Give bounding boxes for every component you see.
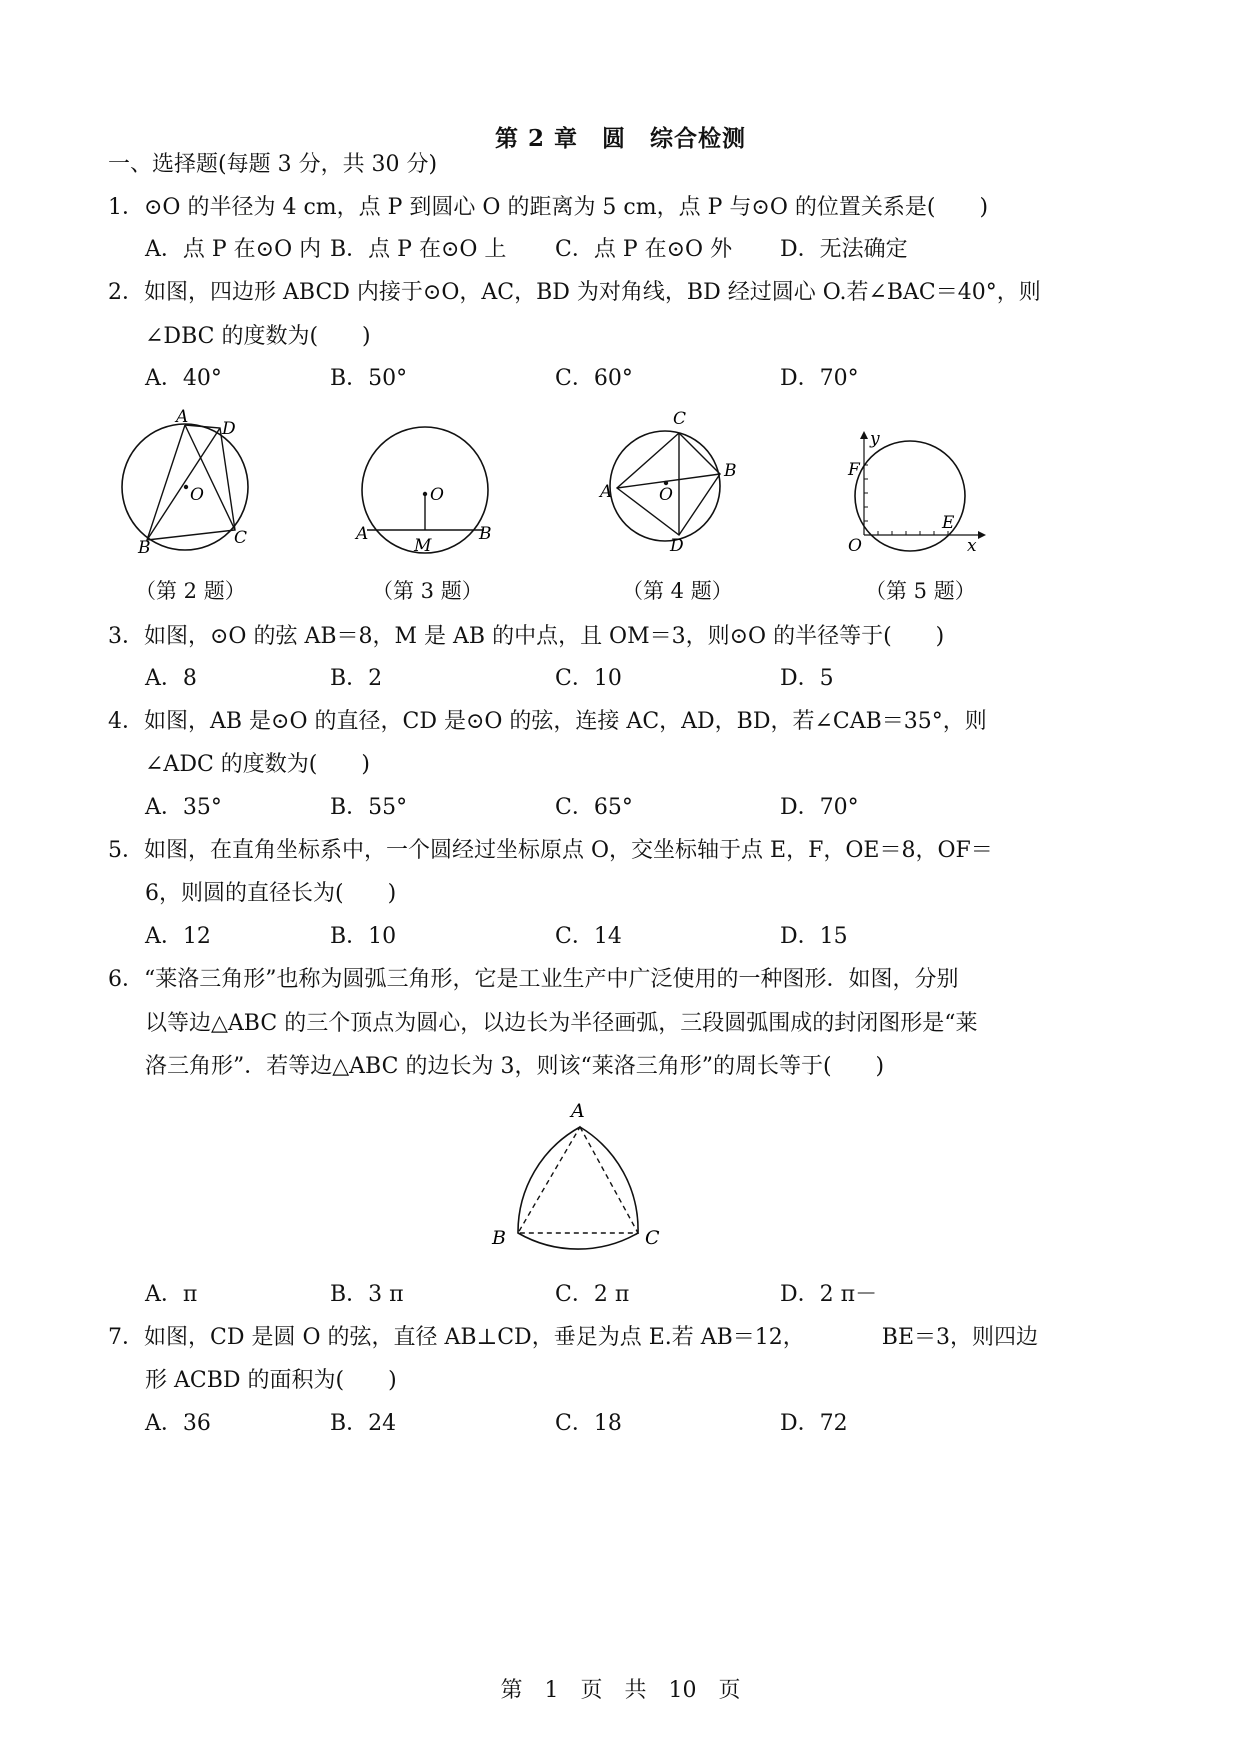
fig4-label-o: O bbox=[659, 485, 673, 505]
q1-option-a: A．点 P 在⊙O 内 bbox=[145, 237, 322, 262]
q7-option-b: B．24 bbox=[330, 1411, 397, 1436]
question-1-text: 1．⊙O 的半径为 4 cm，点 P 到圆心 O 的距离为 5 cm，点 P 与⊙O 的位置关系是( ) bbox=[108, 195, 989, 220]
fig3-label-a: A bbox=[356, 524, 369, 544]
fig2-label-o: O bbox=[190, 485, 204, 505]
fig3-label-m: M bbox=[414, 536, 432, 556]
q3-option-d: D．5 bbox=[780, 666, 834, 691]
question-3-text: 3．如图，⊙O 的弦 AB＝8，M 是 AB 的中点，且 OM＝3，则⊙O 的半径等于( ) bbox=[108, 624, 945, 649]
question-2-text-cont: ∠DBC 的度数为( ) bbox=[145, 324, 371, 349]
figure-q2 bbox=[118, 400, 268, 560]
fig3-label-b: B bbox=[479, 524, 492, 544]
fig5-label-x: x bbox=[967, 536, 977, 556]
q1-option-d: D．无法确定 bbox=[780, 237, 908, 262]
question-7-text: 7．如图，CD 是圆 O 的弦，直径 AB⊥CD，垂足为点 E.若 AB＝12， BE＝3，则四边 bbox=[108, 1325, 1039, 1350]
fig4-label-c: C bbox=[673, 409, 687, 429]
q2-option-c: C．60° bbox=[555, 366, 633, 391]
section-heading: 一、选择题(每题 3 分，共 30 分) bbox=[108, 152, 438, 177]
fig5-label-o: O bbox=[848, 536, 862, 556]
fig5-label-e: E bbox=[942, 513, 955, 533]
q4-option-a: A．35° bbox=[145, 795, 222, 820]
q6-option-a: A．π bbox=[145, 1282, 198, 1307]
fig5-label-f: F bbox=[848, 460, 860, 480]
question-7-text-cont: 形 ACBD 的面积为( ) bbox=[145, 1368, 397, 1393]
q5-option-b: B．10 bbox=[330, 924, 397, 949]
fig2-label-c: C bbox=[234, 528, 248, 548]
caption-fig5: （第 5 题） bbox=[865, 579, 976, 603]
fig6-label-a: A bbox=[571, 1100, 585, 1122]
q7-option-a: A．36 bbox=[145, 1411, 211, 1436]
question-2-text: 2．如图，四边形 ABCD 内接于⊙O，AC，BD 为对角线，BD 经过圆心 O.若∠BAC＝40°，则 bbox=[108, 280, 1041, 305]
q2-option-d: D．70° bbox=[780, 366, 859, 391]
q5-option-a: A．12 bbox=[145, 924, 211, 949]
figure-q4 bbox=[595, 400, 755, 560]
q3-option-c: C．10 bbox=[555, 666, 622, 691]
fig6-label-c: C bbox=[645, 1227, 660, 1249]
figure-q6 bbox=[485, 1095, 685, 1255]
q3-option-b: B．2 bbox=[330, 666, 383, 691]
caption-fig4: （第 4 题） bbox=[622, 579, 733, 603]
question-5-text: 5．如图，在直角坐标系中，一个圆经过坐标原点 O，交坐标轴于点 E，F，OE＝8，OF＝ bbox=[108, 838, 993, 863]
question-6-text-cont-1: 以等边△ABC 的三个顶点为圆心，以边长为半径画弧，三段圆弧围成的封闭图形是“莱 bbox=[145, 1011, 978, 1036]
fig2-label-d: D bbox=[222, 419, 236, 439]
q7-option-d: D．72 bbox=[780, 1411, 848, 1436]
fig4-label-d: D bbox=[670, 536, 684, 556]
q3-option-a: A．8 bbox=[145, 666, 197, 691]
caption-fig3: （第 3 题） bbox=[372, 579, 483, 603]
page-title: 第 2 章 圆 综合检测 bbox=[494, 125, 747, 152]
question-5-text-cont: 6，则圆的直径长为( ) bbox=[145, 881, 397, 906]
q6-option-c: C．2 π bbox=[555, 1282, 630, 1307]
q2-option-a: A．40° bbox=[145, 366, 222, 391]
q5-option-c: C．14 bbox=[555, 924, 622, 949]
figure-q3 bbox=[348, 400, 508, 560]
caption-fig2: （第 2 题） bbox=[135, 579, 246, 603]
fig4-label-a: A bbox=[600, 482, 613, 502]
question-6-text: 6．“莱洛三角形”也称为圆弧三角形，它是工业生产中广泛使用的一种图形．如图，分别 bbox=[108, 967, 959, 992]
fig4-label-b: B bbox=[724, 461, 737, 481]
fig5-label-y: y bbox=[870, 429, 880, 449]
fig6-label-b: B bbox=[492, 1227, 506, 1249]
question-4-text: 4．如图，AB 是⊙O 的直径，CD 是⊙O 的弦，连接 AC，AD，BD，若∠CAB＝35°，则 bbox=[108, 709, 987, 734]
q1-option-b: B．点 P 在⊙O 上 bbox=[330, 237, 507, 262]
fig2-label-a: A bbox=[176, 407, 189, 427]
q4-option-c: C．65° bbox=[555, 795, 633, 820]
q6-option-d: D．2 π－ bbox=[780, 1282, 878, 1307]
question-4-text-cont: ∠ADC 的度数为( ) bbox=[145, 752, 370, 777]
q4-option-b: B．55° bbox=[330, 795, 408, 820]
q1-option-c: C．点 P 在⊙O 外 bbox=[555, 237, 733, 262]
q6-option-b: B．3 π bbox=[330, 1282, 404, 1307]
q4-option-d: D．70° bbox=[780, 795, 859, 820]
fig2-label-b: B bbox=[138, 538, 151, 558]
q5-option-d: D．15 bbox=[780, 924, 848, 949]
q2-option-b: B．50° bbox=[330, 366, 408, 391]
page-footer: 第 1 页 共 10 页 bbox=[500, 1678, 741, 1703]
question-6-text-cont-2: 洛三角形”．若等边△ABC 的边长为 3，则该“莱洛三角形”的周长等于( ) bbox=[145, 1054, 885, 1079]
fig3-label-o: O bbox=[430, 485, 444, 505]
figure-q5 bbox=[840, 425, 990, 560]
q7-option-c: C．18 bbox=[555, 1411, 622, 1436]
